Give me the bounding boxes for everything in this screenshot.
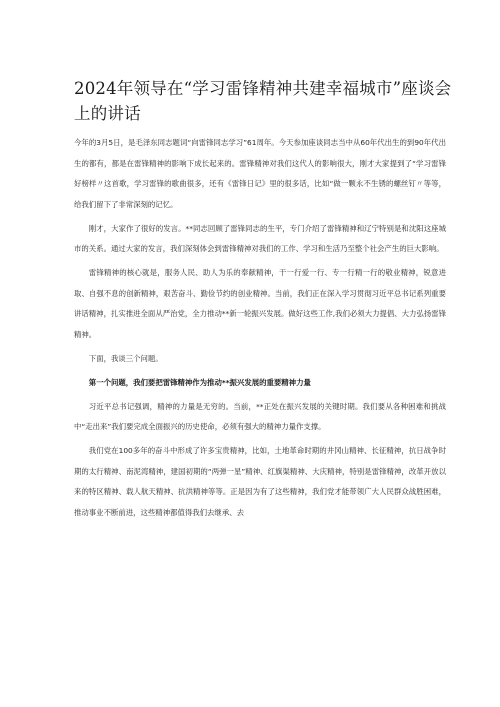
section-heading-first-issue: 第一个问题，我们要把雷锋精神作为推动**振兴发展的重要精神力量 bbox=[88, 377, 311, 387]
document-title: 2024年领导在“学习雷锋精神共建幸福城市”座谈会上的讲话 bbox=[74, 79, 452, 123]
paragraph-three-issues: 下面，我谈三个问题。 bbox=[88, 353, 163, 363]
paragraph-party-spirits: 我们党在100多年的奋斗中形成了许多宝贵精神，比如，土地革命时期的井冈山精神、长征精神，抗日战争时期的太行精神、南泥湾精神，建国初期的“两弹一星”精神、红旗渠精神、大庆精神，特别是雷锋精神，改革开放以来的特区精神、载人航天精神、抗洪精神等等。正是因为有了这些精神，我们党才能带领广大人民群众战胜困难，推动事业不断前进，这些精神都值得我们去继承、去 bbox=[74, 446, 446, 517]
paragraph-core-spirit: 雷锋精神的核心就是，服务人民、助人为乐的奉献精神，干一行爱一行、专一行精一行的敬业精神，锐意进取、自强不息的创新精神，艰苦奋斗、勤俭节约的创业精神。当前，我们正在深入学习贯彻习近平总书记系列重要讲话精神，扎实推进全面从严治党，全力推动**新一轮振兴发展。做好这些工作,我们必须大力提倡、大力弘扬雷锋精神。 bbox=[74, 268, 446, 339]
document-body bbox=[74, 133, 446, 527]
paragraph-spiritual-power: 习近平总书记强调，精神的力量是无穷的。当前，**正处在振兴发展的关键时期。我们要从各种困难和挑战中“走出来”我们要完成全面振兴的历史使命，必须有强大的精神力量作支撑。 bbox=[74, 401, 446, 431]
paragraph-intro: 今年的3月5日，是毛泽东同志题词“向雷锋同志学习”61周年。今天参加座谈同志当中从60年代出生的到90年代出生的都有，都是在雷锋精神的影响下成长起来的。雷锋精神对我们这代人的影响很大，刚才大家提到了“学习雷锋好榜样〃这首歌，学习雷锋的歌曲很多，还有《雷锋日记》里的很多话，比如“做一颗永不生锈的螺丝钉〃等等，给我们留下了非常深刻的记忆。 bbox=[74, 138, 446, 209]
paragraph-speeches: 刚才，大家作了很好的发言。**同志回顾了雷锋同志的生平，专门介绍了雷锋精神和辽宁特别是和沈阳这座城市的关系。通过大家的发言，我们深刻体会到雷锋精神对我们的工作、学习和生活乃至整个社会产生的巨大影响。 bbox=[74, 223, 446, 253]
